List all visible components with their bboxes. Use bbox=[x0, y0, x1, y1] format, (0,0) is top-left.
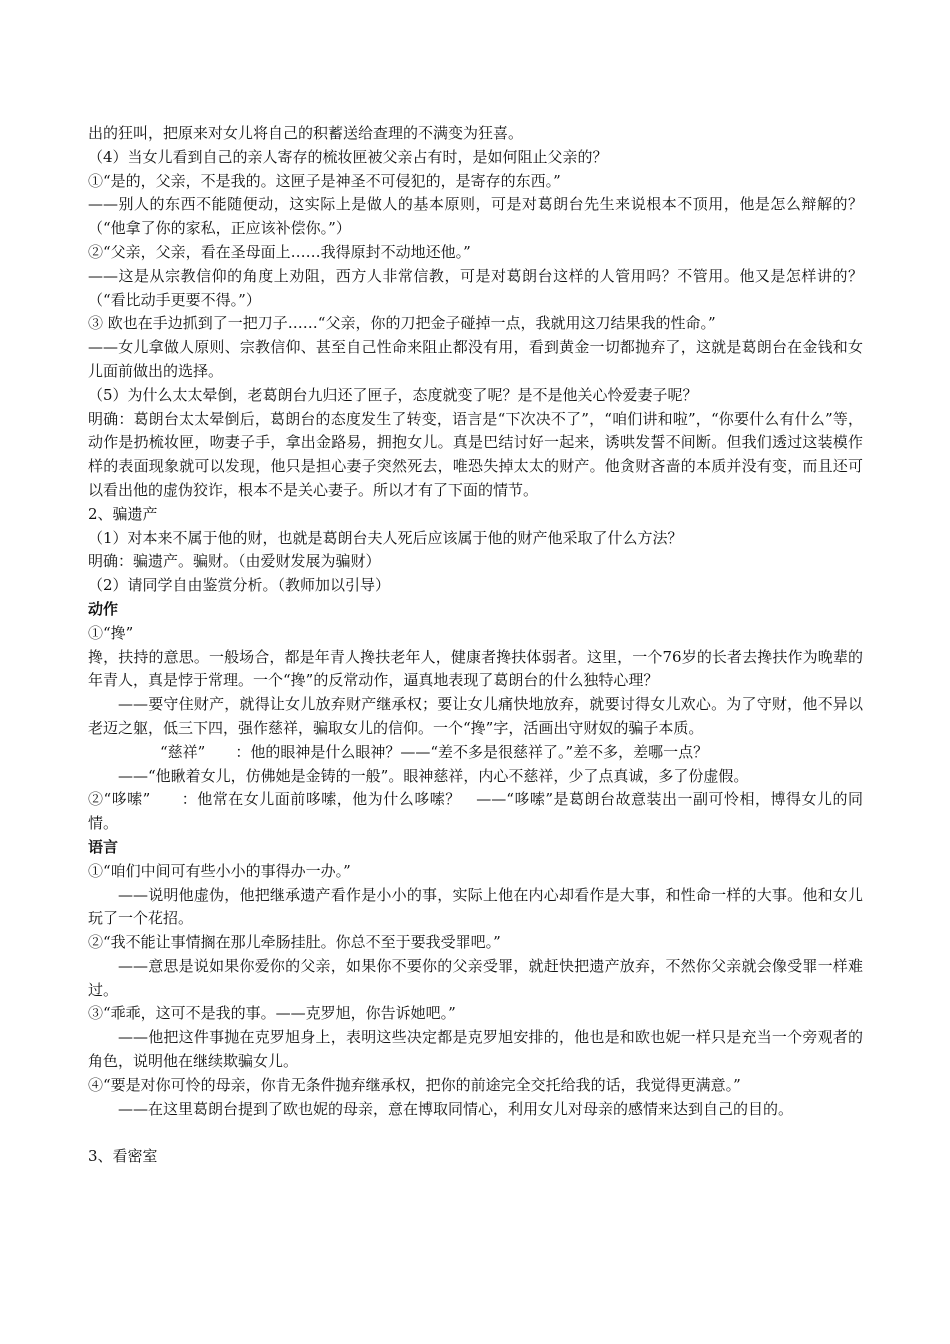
blank-line bbox=[88, 1121, 863, 1145]
section-title-2: 2、骗遗产 bbox=[88, 504, 158, 523]
text-line: 出的狂叫，把原来对女儿将自己的积蓄送给查理的不满变为狂喜。 bbox=[88, 124, 524, 142]
commentary: ——别人的东西不能随便动，这实际上是做人的基本原则，可是对葛朗台先生来说根本不顶用，他是怎么辩解的？（“他拿了你的家私，正应该补偿你。”） bbox=[88, 195, 863, 238]
document-page bbox=[88, 122, 863, 1169]
question-4: （4）当女儿看到自己的亲人寄存的梳妆匣被父亲占有时，是如何阻止父亲的？ bbox=[88, 147, 608, 166]
commentary: ——说明他虚伪，他把继承遗产看作是小小的事，实际上他在内心却看作是大事，和性命一样的大事。他和女儿玩了一个花招。 bbox=[88, 885, 863, 928]
commentary: ——他把这件事抛在克罗旭身上，表明这些决定都是克罗旭安排的，他也是和欧也妮一样只是充当一个旁观者的角色，说明他在继续欺骗女儿。 bbox=[88, 1028, 863, 1071]
question-2: （2）请同学自由鉴赏分析。（教师加以引导） bbox=[88, 576, 391, 595]
quote-3: ③“乖乖，这可不是我的事。——克罗旭，你告诉她吧。” bbox=[88, 1004, 456, 1023]
commentary: ——女儿拿做人原则、宗教信仰、甚至自己性命来阻止都没有用，看到黄金一切都抛弃了，这就是葛朗台在金钱和女儿面前做出的选择。 bbox=[88, 338, 863, 380]
commentary: ——“他瞅着女儿，仿佛她是金铸的一般”。眼神慈祥，内心不慈祥，少了点真诚，多了份虚假。 bbox=[118, 766, 749, 785]
item-kindly: “慈祥” ：他的眼神是什么眼神？——“差不多是很慈祥了。”差不多，差哪一点？ bbox=[160, 742, 709, 761]
subheading-language: 语言 bbox=[88, 837, 119, 856]
quote-1: ①“咱们中间可有些小小的事得办一办。” bbox=[88, 861, 351, 880]
quote-1: ①“是的，父亲，不是我的。这匣子是神圣不可侵犯的，是寄存的东西。” bbox=[88, 171, 561, 190]
commentary: ——意思是说如果你爱你的父亲，如果你不要你的父亲受罪，就赶快把遗产放弃，不然你父亲就会像受罪一样难过。 bbox=[88, 956, 863, 999]
question-1: （1）对本来不属于他的财，也就是葛朗台夫人死后应该属于他的财产他采取了什么方法？ bbox=[88, 528, 683, 547]
analysis-paragraph: 搀，扶持的意思。一般场合，都是年青人搀扶老年人，健康者搀扶体弱者。这里，一个76岁的长者去搀扶作为晚辈的年青人，真是悖于常理。一个“搀”的反常动作，逼真地表现了葛朗台的什么独特心理？ bbox=[88, 647, 863, 690]
commentary: ——要守住财产，就得让女儿放弃财产继承权；要让女儿痛快地放弃，就要讨得女儿欢心。为了守财，他不异以老迈之躯，低三下四，强作慈祥，骗取女儿的信仰。一个“搀”字，活画出守财奴的骗子本质。 bbox=[88, 695, 863, 737]
commentary: ——在这里葛朗台提到了欧也妮的母亲，意在博取同情心，利用女儿对母亲的感情来达到自己的目的。 bbox=[118, 1099, 794, 1118]
question-5: （5）为什么太太晕倒，老葛朗台九归还了匣子，态度就变了呢？是不是他关心怜爱妻子呢？ bbox=[88, 385, 698, 404]
answer-line: 明确：骗遗产。骗财。（由爱财发展为骗财） bbox=[88, 552, 381, 571]
answer-paragraph: 明确：葛朗台太太晕倒后，葛朗台的态度发生了转变，语言是“下次决不了”，“咱们讲和啦”，“你要什么有什么”等，动作是扔梳妆匣，吻妻子手，拿出金路易，拥抱女儿。真是巴结讨好一起来，诱哄发誓不间断。但我们透过这装模作样的表面现象就可以发现，他只是担心妻子突然死去，唯恐失掉太太的财产。他贪财吝啬的本质并没有变，而且还可以看出他的虚伪狡诈，根本不是关心妻子。所以才有了下面的情节。 bbox=[88, 409, 863, 499]
section-title-3: 3、看密室 bbox=[88, 1147, 158, 1166]
quote-4: ④“要是对你可怜的母亲，你肯无条件抛弃继承权，把你的前途完全交托给我的话，我觉得更满意。” bbox=[88, 1075, 741, 1094]
commentary: ——这是从宗教信仰的角度上劝阻，西方人非常信教，可是对葛朗台这样的人管用吗？不管用。他又是怎样讲的？（“看比动手更要不得。”） bbox=[88, 266, 863, 309]
quote-2: ②“父亲，父亲，看在圣母面上……我得原封不动地还他。” bbox=[88, 242, 471, 261]
quote-2: ②“我不能让事情搁在那儿牵肠挂肚。你总不至于要我受罪吧。” bbox=[88, 933, 501, 952]
subheading-action: 动作 bbox=[88, 599, 119, 618]
item-1: ①“搀” bbox=[88, 623, 134, 642]
item-2: ②“哆嗦” ：他常在女儿面前哆嗦，他为什么哆嗦？ ——“哆嗦”是葛朗台故意装出一副可怜相，博得女儿的同情。 bbox=[88, 790, 863, 833]
quote-3: ③ 欧也在手边抓到了一把刀子……“父亲，你的刀把金子碰掉一点，我就用这刀结果我的性命。” bbox=[88, 314, 716, 333]
